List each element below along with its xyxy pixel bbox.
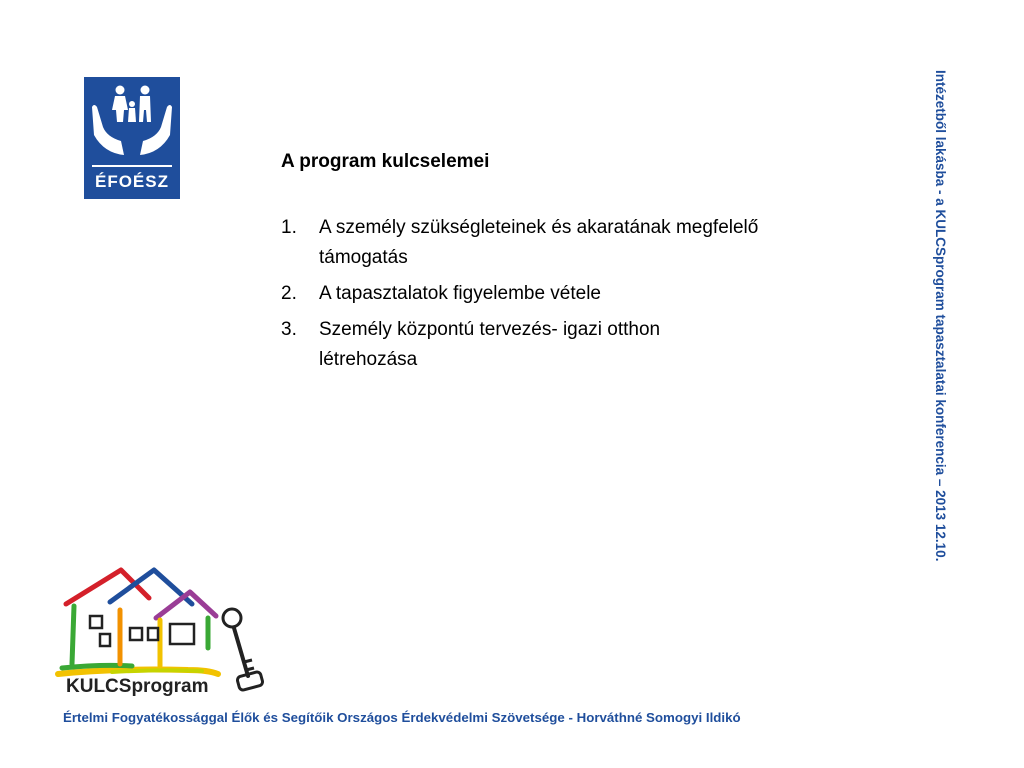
efoesz-logo xyxy=(84,77,180,199)
conference-side-text xyxy=(929,70,951,692)
list-item-number: 3. xyxy=(281,319,297,340)
kulcs-logo-text: KULCSprogram xyxy=(66,676,209,697)
list-item xyxy=(281,213,761,273)
list-item xyxy=(281,315,761,375)
list-item-text: Személy központú tervezés- igazi otthon létrehozása xyxy=(319,319,661,370)
conference-side-label: Intézetből lakásba - a KULCSprogram tapasztalatai konferencia – 2013 12.10. xyxy=(933,70,948,562)
list-item-number: 1. xyxy=(281,217,297,238)
list-item-text: A tapasztalatok figyelembe vétele xyxy=(319,283,602,304)
list-item-number: 2. xyxy=(281,283,297,304)
logo-divider xyxy=(92,165,172,167)
efoesz-logo-text: ÉFOÉSZ xyxy=(94,172,169,191)
footer-text: Értelmi Fogyatékossággal Élők és Segítőik Országos Érdekvédelmi Szövetsége - Horváthné Somogyi Ildikó xyxy=(63,710,741,725)
list-item-text: A személy szükségleteinek és akaratának megfelelő támogatás xyxy=(319,217,759,268)
family-hands-icon xyxy=(84,77,180,167)
list-item xyxy=(281,279,761,309)
page-title: A program kulcselemei xyxy=(281,151,490,172)
kulcs-program-logo xyxy=(52,562,270,702)
key-elements-list xyxy=(281,213,761,381)
